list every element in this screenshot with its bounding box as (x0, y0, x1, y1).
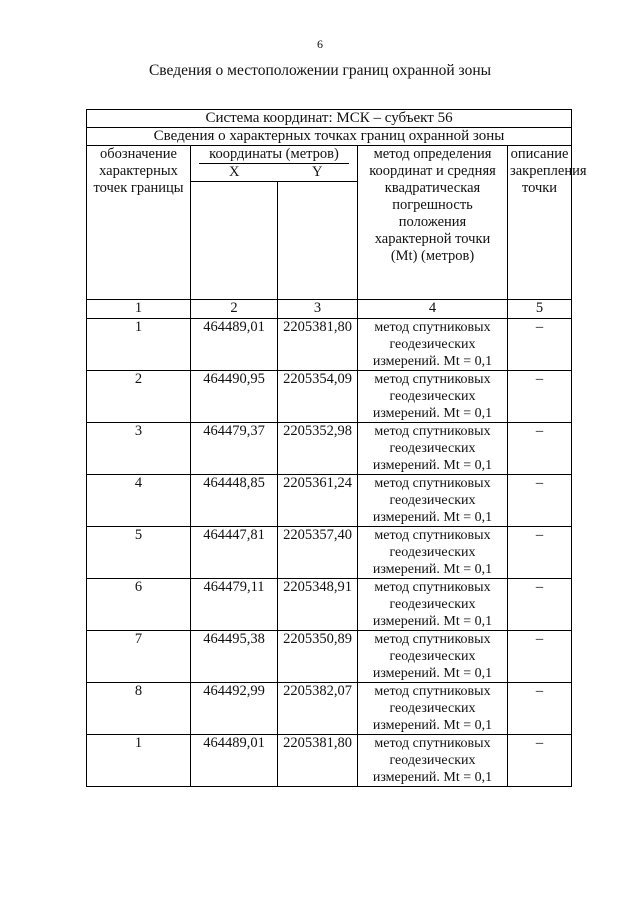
method-cell: метод спутниковых геодезических измерений. Mt = 0,1 (358, 631, 508, 683)
point-cell: 5 (87, 527, 191, 579)
point-cell: 7 (87, 631, 191, 683)
page-number: 6 (317, 37, 323, 51)
point-cell: 1 (87, 735, 191, 787)
y-coordinate-cell: 2205381,80 (278, 735, 358, 787)
method-cell: метод спутниковых геодезических измерений. Mt = 0,1 (358, 527, 508, 579)
x-coordinate-cell: 464495,38 (191, 631, 278, 683)
y-coordinate-cell: 2205348,91 (278, 579, 358, 631)
x-coordinate-cell: 464489,01 (191, 735, 278, 787)
y-coordinate-cell: 2205350,89 (278, 631, 358, 683)
x-coordinate-cell: 464490,95 (191, 371, 278, 423)
column-number-row (87, 300, 572, 319)
table-row (87, 683, 572, 735)
method-cell: метод спутниковых геодезических измерений. Mt = 0,1 (358, 735, 508, 787)
y-coordinate-cell: 2205382,07 (278, 683, 358, 735)
description-cell: – (508, 423, 572, 475)
header-x-column-body (191, 182, 278, 300)
method-cell: метод спутниковых геодезических измерений. Mt = 0,1 (358, 319, 508, 371)
description-cell: – (508, 527, 572, 579)
x-coordinate-cell: 464448,85 (191, 475, 278, 527)
table-row (87, 319, 572, 371)
boundary-points-table (86, 109, 587, 787)
header-coordinates-label: координаты (метров) (199, 146, 349, 164)
point-cell: 1 (87, 319, 191, 371)
column-number: 1 (87, 300, 191, 319)
page-title: Сведения о местоположении границ охранной зоны (148, 62, 492, 79)
description-cell: – (508, 371, 572, 423)
method-cell: метод спутниковых геодезических измерений. Mt = 0,1 (358, 579, 508, 631)
column-number: 2 (191, 300, 278, 319)
y-coordinate-cell: 2205361,24 (278, 475, 358, 527)
y-coordinate-cell: 2205354,09 (278, 371, 358, 423)
x-coordinate-cell: 464479,37 (191, 423, 278, 475)
method-cell: метод спутниковых геодезических измерений. Mt = 0,1 (358, 371, 508, 423)
header-method: метод определения координат и средняя квадратическая погрешность положения характерной точки (Mt) (метров) (358, 146, 508, 300)
description-cell: – (508, 683, 572, 735)
table-row (87, 735, 572, 787)
y-coordinate-cell: 2205381,80 (278, 319, 358, 371)
x-coordinate-cell: 464492,99 (191, 683, 278, 735)
header-coordinates (191, 146, 358, 182)
table-row (87, 527, 572, 579)
column-number: 5 (508, 300, 572, 319)
header-x: X (229, 164, 240, 180)
table-row (87, 475, 572, 527)
point-cell: 8 (87, 683, 191, 735)
y-coordinate-cell: 2205357,40 (278, 527, 358, 579)
table-row (87, 423, 572, 475)
description-cell: – (508, 579, 572, 631)
coordinate-system-header: Система координат: МСК – субъект 56 (87, 110, 572, 128)
method-cell: метод спутниковых геодезических измерений. Mt = 0,1 (358, 423, 508, 475)
section-header: Сведения о характерных точках границ охранной зоны (87, 128, 572, 146)
description-cell: – (508, 735, 572, 787)
point-cell: 3 (87, 423, 191, 475)
header-y-column-body (278, 182, 358, 300)
point-cell: 6 (87, 579, 191, 631)
header-designation: обозначение характерных точек границы (87, 146, 191, 300)
column-number: 3 (278, 300, 358, 319)
x-coordinate-cell: 464479,11 (191, 579, 278, 631)
point-cell: 2 (87, 371, 191, 423)
y-coordinate-cell: 2205352,98 (278, 423, 358, 475)
description-cell: – (508, 631, 572, 683)
column-number: 4 (358, 300, 508, 319)
x-coordinate-cell: 464447,81 (191, 527, 278, 579)
header-y: Y (312, 164, 323, 180)
table-row (87, 579, 572, 631)
method-cell: метод спутниковых геодезических измерений. Mt = 0,1 (358, 475, 508, 527)
method-cell: метод спутниковых геодезических измерений. Mt = 0,1 (358, 683, 508, 735)
description-cell: – (508, 319, 572, 371)
header-description: описание закрепления точки (508, 146, 572, 300)
x-coordinate-cell: 464489,01 (191, 319, 278, 371)
table-row (87, 631, 572, 683)
table-row (87, 371, 572, 423)
description-cell: – (508, 475, 572, 527)
point-cell: 4 (87, 475, 191, 527)
